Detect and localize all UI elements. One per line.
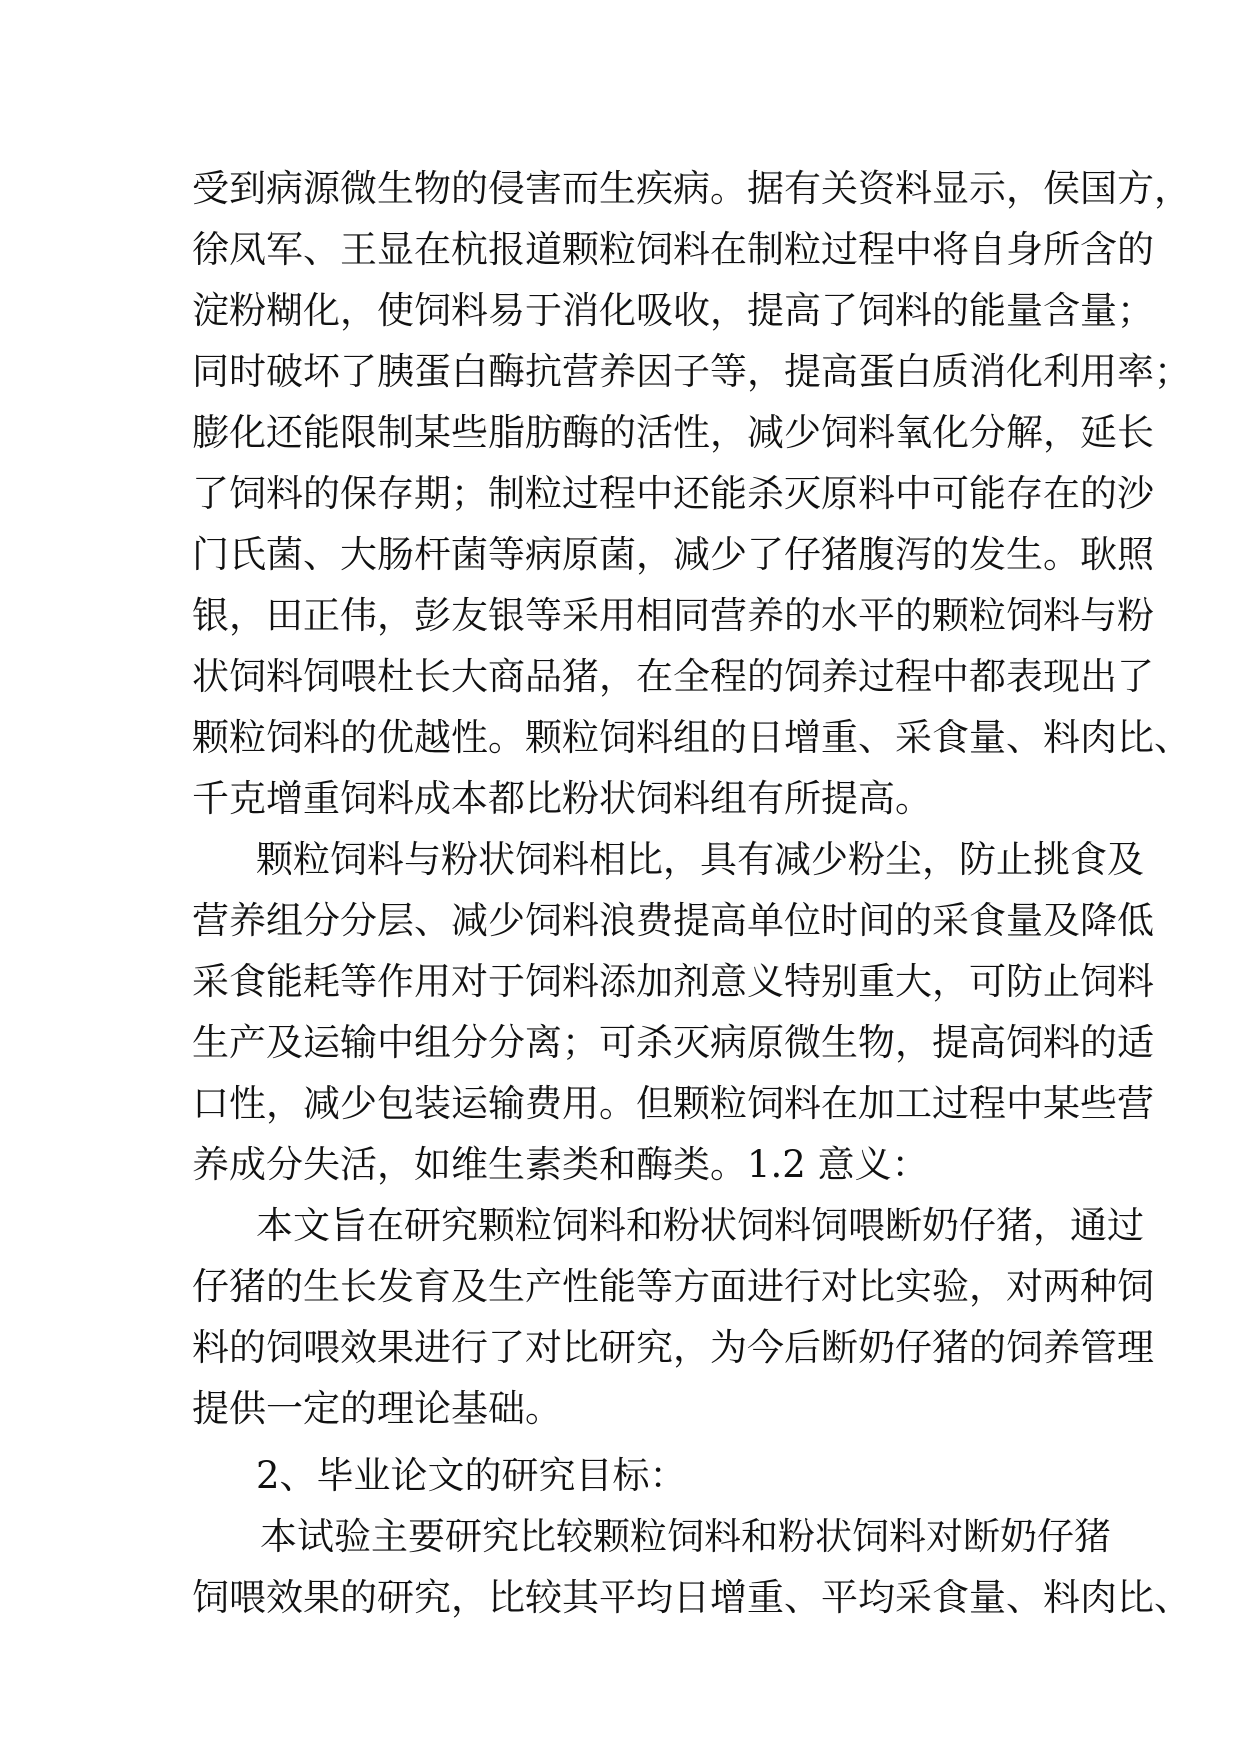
- text-line: 本试验主要研究比较颗粒饲料和粉状饲料对断奶仔猪: [260, 1515, 1111, 1558]
- text-line: 状饲料饲喂杜长大商品猪，在全程的饲养过程中都表现出了: [192, 655, 1154, 698]
- text-line: 受到病源微生物的侵害而生疾病。据有关资料显示，侯国方，: [192, 167, 1191, 210]
- text-line: 千克增重饲料成本都比粉状饲料组有所提高。: [192, 777, 932, 820]
- text-line: 淀粉糊化，使饲料易于消化吸收，提高了饲料的能量含量；: [192, 289, 1154, 332]
- text-line: 徐凤军、王显在杭报道颗粒饲料在制粒过程中将自身所含的: [192, 228, 1154, 271]
- body-text: [192, 158, 1191, 1628]
- text-line: 门氏菌、大肠杆菌等病原菌，减少了仔猪腹泻的发生。耿照: [192, 533, 1154, 576]
- section-heading: [192, 1445, 1052, 1506]
- paragraph-1: [192, 158, 1191, 829]
- paragraph-3: [192, 1195, 1154, 1439]
- text-line: 颗粒饲料的优越性。颗粒饲料组的日增重、采食量、料肉比、: [192, 716, 1191, 759]
- text-line: 养成分失活，如维生素类和酶类。1.2 意义：: [192, 1143, 929, 1186]
- text-line: 颗粒饲料与粉状饲料相比，具有减少粉尘，防止挑食及: [256, 838, 1144, 881]
- paragraph-5: [192, 1506, 1191, 1628]
- text-line: 饲喂效果的研究，比较其平均日增重、平均采食量、料肉比、: [192, 1576, 1191, 1619]
- text-line: 银，田正伟，彭友银等采用相同营养的水平的颗粒饲料与粉: [192, 594, 1154, 637]
- text-line: 了饲料的保存期；制粒过程中还能杀灭原料中可能存在的沙: [192, 472, 1154, 515]
- heading-line: 2、毕业论文的研究目标：: [256, 1454, 687, 1497]
- text-line: 采食能耗等作用对于饲料添加剂意义特别重大，可防止饲料: [192, 960, 1154, 1003]
- text-line: 膨化还能限制某些脂肪酶的活性，减少饲料氧化分解，延长: [192, 411, 1154, 454]
- text-line: 营养组分分层、减少饲料浪费提高单位时间的采食量及降低: [192, 899, 1154, 942]
- text-line: 提供一定的理论基础。: [192, 1387, 562, 1430]
- text-line: 生产及运输中组分分离；可杀灭病原微生物，提高饲料的适: [192, 1021, 1154, 1064]
- text-line: 口性，减少包装运输费用。但颗粒饲料在加工过程中某些营: [192, 1082, 1154, 1125]
- paragraph-2: [192, 829, 1154, 1195]
- text-line: 料的饲喂效果进行了对比研究，为今后断奶仔猪的饲养管理: [192, 1326, 1154, 1369]
- text-line: 同时破坏了胰蛋白酶抗营养因子等，提高蛋白质消化利用率；: [192, 350, 1191, 393]
- text-line: 仔猪的生长发育及生产性能等方面进行对比实验，对两种饲: [192, 1265, 1154, 1308]
- text-line: 本文旨在研究颗粒饲料和粉状饲料饲喂断奶仔猪，通过: [256, 1204, 1144, 1247]
